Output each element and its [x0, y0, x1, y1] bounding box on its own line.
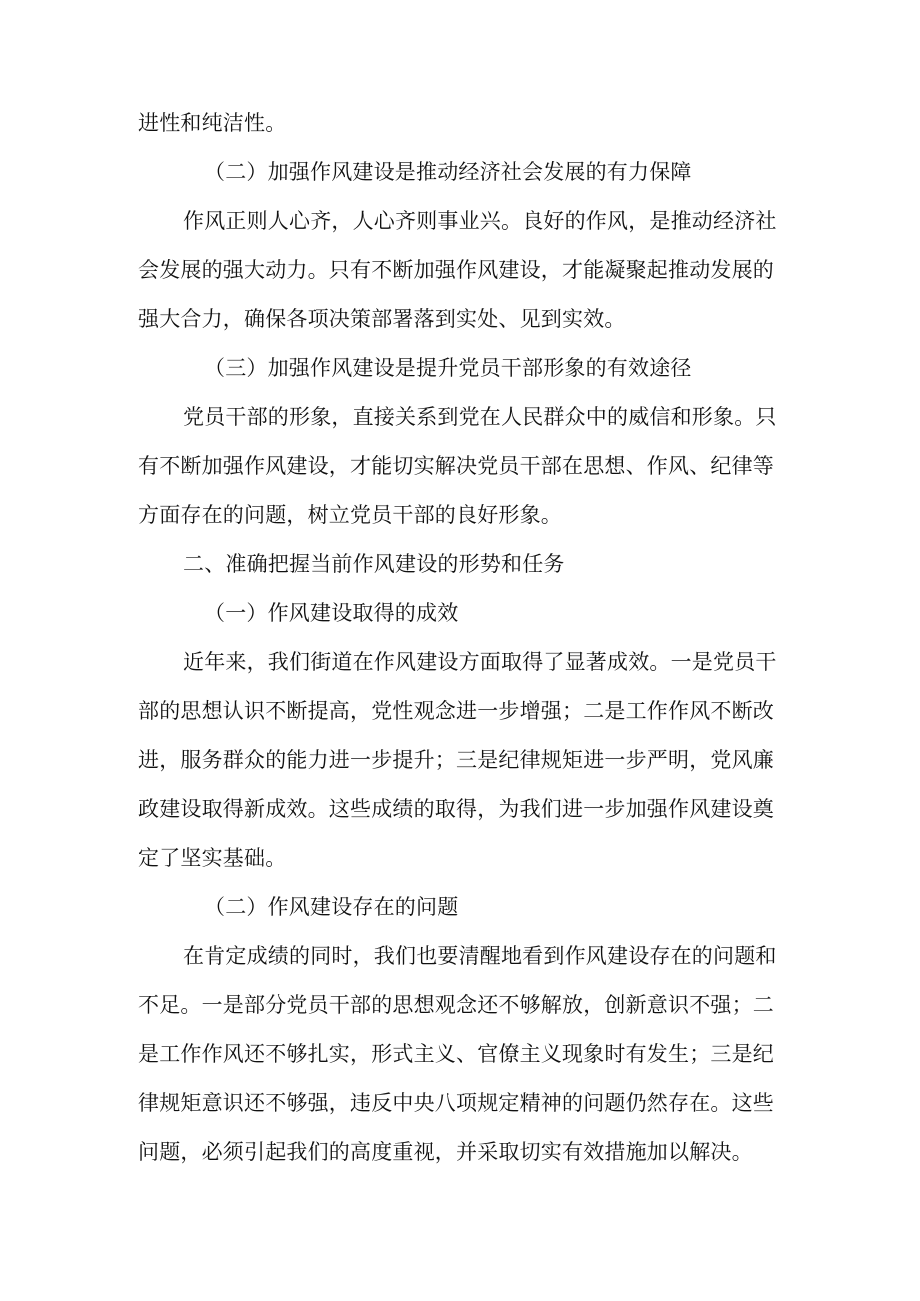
paragraph-line: 在肯定成绩的同时，我们也要清醒地看到作风建设存在的问题和 — [183, 944, 777, 968]
paragraph-line: 律规矩意识还不够强，违反中央八项规定精神的问题仍然存在。这些 — [138, 1091, 774, 1115]
subheading: （二）加强作风建设是推动经济社会发展的有力保障 — [204, 160, 692, 184]
paragraph-line: 作风正则人心齐，人心齐则事业兴。良好的作风，是推动经济社 — [183, 209, 777, 233]
section-heading: 二、准确把握当前作风建设的形势和任务 — [183, 552, 565, 576]
paragraph-line: 问题，必须引起我们的高度重视，并采取切实有效措施加以解决。 — [138, 1140, 753, 1164]
paragraph-line: 定了坚实基础。 — [138, 846, 287, 870]
subheading: （二）作风建设存在的问题 — [204, 895, 459, 919]
text-line: 进性和纯洁性。 — [138, 111, 287, 135]
subheading: （三）加强作风建设是提升党员干部形象的有效途径 — [204, 356, 692, 380]
paragraph-line: 有不断加强作风建设，才能切实解决党员干部在思想、作风、纪律等 — [138, 454, 774, 478]
paragraph-line: 政建设取得新成效。这些成绩的取得，为我们进一步加强作风建设奠 — [138, 797, 774, 821]
paragraph-line: 党员干部的形象，直接关系到党在人民群众中的威信和形象。只 — [183, 405, 777, 429]
paragraph-line: 方面存在的问题，树立党员干部的良好形象。 — [138, 503, 562, 527]
subheading: （一）作风建设取得的成效 — [204, 601, 459, 625]
paragraph-line: 会发展的强大动力。只有不断加强作风建设，才能凝聚起推动发展的 — [138, 258, 774, 282]
paragraph-line: 近年来，我们街道在作风建设方面取得了显著成效。一是党员干 — [183, 650, 777, 674]
paragraph-line: 是工作作风还不够扎实，形式主义、官僚主义现象时有发生；三是纪 — [138, 1042, 774, 1066]
paragraph-line: 部的思想认识不断提高，党性观念进一步增强；二是工作作风不断改 — [138, 699, 774, 723]
paragraph-line: 不足。一是部分党员干部的思想观念还不够解放，创新意识不强；二 — [138, 993, 774, 1017]
document-body — [138, 99, 788, 1177]
paragraph-line: 强大合力，确保各项决策部署落到实处、见到实效。 — [138, 307, 626, 331]
paragraph-line: 进，服务群众的能力进一步提升；三是纪律规矩进一步严明，党风廉 — [138, 748, 774, 772]
